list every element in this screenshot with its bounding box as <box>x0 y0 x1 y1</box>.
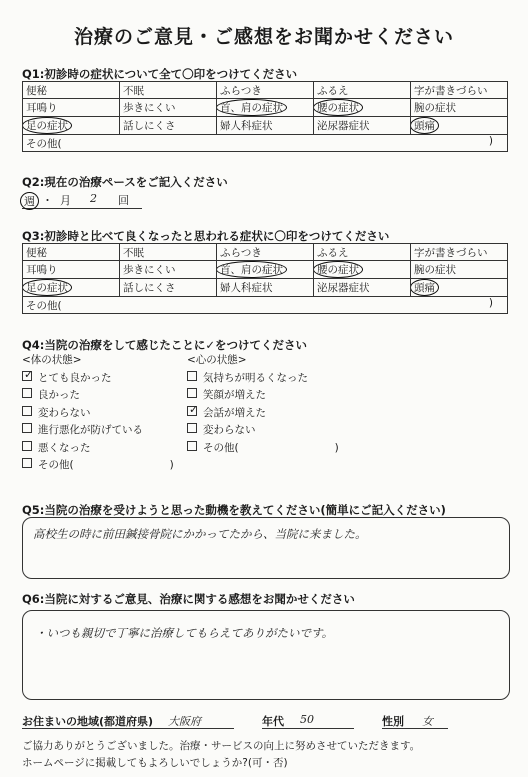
q3-cell[interactable] <box>314 244 411 261</box>
q1-symptom-label: 首、肩の症状 <box>217 99 288 116</box>
age-label: 年代 <box>262 715 284 728</box>
q3-cell[interactable] <box>23 261 120 279</box>
q4-body-checkbox[interactable] <box>22 406 32 416</box>
age-value: 50 <box>300 713 314 726</box>
q1-other-cell[interactable] <box>23 135 508 152</box>
q1-cell[interactable] <box>411 117 508 135</box>
q1-symptom-label: 字が書きづらい <box>414 84 488 97</box>
q1-symptom-label: 腕の症状 <box>414 102 456 114</box>
q3-symptom-label: 腰の症状 <box>314 261 364 278</box>
q1-symptom-label: 頭痛 <box>411 117 440 134</box>
q2-times: 回 <box>118 194 129 207</box>
q1-cell[interactable] <box>23 117 120 135</box>
q4-mind-checkbox[interactable] <box>187 388 197 398</box>
q4-mind-checkbox[interactable] <box>187 406 197 416</box>
age-underline[interactable] <box>262 728 354 729</box>
q4-mind-header: <心の状態> <box>187 354 247 366</box>
q3-cell[interactable] <box>314 279 411 297</box>
q1-cell[interactable] <box>411 82 508 99</box>
q4-mind-checkbox[interactable] <box>187 423 197 433</box>
q2-pace-field[interactable] <box>22 190 142 209</box>
q3-cell[interactable] <box>217 279 314 297</box>
table-row <box>23 261 508 279</box>
q1-cell[interactable] <box>120 99 217 117</box>
q3-cell[interactable] <box>120 244 217 261</box>
q4-body-other-close: ) <box>169 459 174 471</box>
q3-cell[interactable] <box>411 279 508 297</box>
q4-body-option[interactable] <box>22 422 174 440</box>
q4-mind-checkbox[interactable] <box>187 371 197 381</box>
q3-symptom-label: 字が書きづらい <box>414 246 488 259</box>
page-title: 治療のご意見・ご感想をお聞かせください <box>73 26 454 48</box>
q3-symptom-label: 婦人科症状 <box>220 282 273 294</box>
q1-cell[interactable] <box>23 99 120 117</box>
q1-cell[interactable] <box>217 117 314 135</box>
q3-cell[interactable] <box>411 261 508 279</box>
q3-symptom-label: 頭痛 <box>411 279 440 296</box>
table-row <box>23 117 508 135</box>
q4-mind-option-label: その他( <box>203 441 239 454</box>
q2-month: 月 <box>60 194 71 207</box>
q3-cell[interactable] <box>23 279 120 297</box>
sex-underline[interactable] <box>382 728 448 729</box>
q3-other-label: その他( <box>26 299 62 312</box>
q4-mind-option[interactable] <box>187 405 339 423</box>
q3-symptom-table <box>22 243 508 314</box>
q3-cell[interactable] <box>120 261 217 279</box>
q4-body-option[interactable] <box>22 457 174 475</box>
thanks-text: ご協力ありがとうございました。治療・サービスの向上に努めさせていただきます。 <box>22 740 421 752</box>
q4-body-checkbox[interactable] <box>22 441 32 451</box>
q3-cell[interactable] <box>23 244 120 261</box>
q1-cell[interactable] <box>314 117 411 135</box>
q3-cell[interactable] <box>217 244 314 261</box>
q5-answer-box[interactable] <box>22 517 510 579</box>
q3-symptom-label: 便秘 <box>26 246 47 259</box>
q1-cell[interactable] <box>314 82 411 99</box>
q4-body-option[interactable] <box>22 370 174 388</box>
q3-other-cell[interactable] <box>23 297 508 314</box>
q4-body-option[interactable] <box>22 440 174 458</box>
q4-body-option-label: 変わらない <box>38 406 91 419</box>
sex-value: 女 <box>422 715 433 728</box>
q6-answer-text: ・いつも親切で丁寧に治療してもらえてありがたいです。 <box>35 626 334 640</box>
q1-cell[interactable] <box>217 99 314 117</box>
q4-body-option-label: 進行悪化が防げている <box>38 424 143 436</box>
q1-symptom-table <box>22 81 508 152</box>
q1-symptom-label: 話しにくさ <box>123 120 176 132</box>
address-underline[interactable] <box>22 728 234 729</box>
q1-other-close: ) <box>488 135 493 147</box>
q3-cell[interactable] <box>411 244 508 261</box>
q4-body-option[interactable] <box>22 387 174 405</box>
q2-week-circled: 週 <box>20 192 39 210</box>
q1-label: Q1:初診時の症状について全て〇印をつけてください <box>22 67 298 81</box>
table-row <box>23 99 508 117</box>
q1-cell[interactable] <box>217 82 314 99</box>
q1-cell[interactable] <box>120 82 217 99</box>
q4-body-option-label: とても良かった <box>38 371 112 384</box>
q4-body-checkbox[interactable] <box>22 458 32 468</box>
q3-label: Q3:初診時と比べて良くなったと思われる症状に〇印をつけてください <box>22 229 390 243</box>
q4-mind-column <box>187 352 339 457</box>
q3-symptom-label: 首、肩の症状 <box>217 261 288 278</box>
q5-label: Q5:当院の治療を受けようと思った動機を教えてください(簡単にご記入ください) <box>22 503 446 517</box>
table-row <box>23 135 508 152</box>
q4-mind-option-label: 気持ちが明るくなった <box>203 371 308 384</box>
q4-body-option[interactable] <box>22 405 174 423</box>
table-row <box>23 82 508 99</box>
q4-mind-option[interactable] <box>187 370 339 388</box>
q4-mind-option-label: 笑顔が増えた <box>203 389 266 401</box>
q4-mind-option[interactable] <box>187 387 339 405</box>
q4-body-column <box>22 352 174 475</box>
q3-symptom-label: 不眠 <box>123 246 144 259</box>
q2-label: Q2:現在の治療ペースをご記入ください <box>22 175 228 189</box>
q4-body-option-label: 悪くなった <box>38 441 91 454</box>
q3-symptom-label: 足の症状 <box>23 279 73 296</box>
q1-cell[interactable] <box>411 99 508 117</box>
q1-symptom-label: 婦人科症状 <box>220 120 273 132</box>
q3-symptom-label: 話しにくさ <box>123 282 176 294</box>
q1-symptom-label: ふるえ <box>317 84 349 97</box>
q4-body-option-label: 良かった <box>38 389 80 401</box>
q3-other-close: ) <box>488 297 493 309</box>
table-row <box>23 244 508 261</box>
q4-mind-option-label: 会話が増えた <box>203 406 266 419</box>
q3-symptom-label: 腕の症状 <box>414 264 456 276</box>
q4-body-header: <体の状態> <box>22 354 82 366</box>
q3-cell[interactable] <box>217 261 314 279</box>
q6-label: Q6:当院に対するご意見、治療に関する感想をお聞かせください <box>22 592 355 606</box>
q4-body-option-label: その他( <box>38 459 74 471</box>
address-label: お住まいの地域(都道府県) <box>22 715 154 728</box>
q1-cell[interactable] <box>314 99 411 117</box>
q4-body-checkbox[interactable] <box>22 371 32 381</box>
q4-mind-option[interactable] <box>187 440 339 458</box>
q1-symptom-label: 耳鳴り <box>26 102 58 114</box>
q1-symptom-label: 歩きにくい <box>123 102 176 114</box>
address-value: 大阪府 <box>168 715 201 728</box>
q4-mind-other-close: ) <box>334 441 339 454</box>
q3-cell[interactable] <box>314 261 411 279</box>
q1-symptom-label: 便秘 <box>26 84 47 97</box>
q3-symptom-label: 泌尿器症状 <box>317 282 370 294</box>
q1-symptom-label: ふらつき <box>220 84 262 97</box>
q3-symptom-label: 耳鳴り <box>26 264 58 276</box>
q4-mind-checkbox[interactable] <box>187 441 197 451</box>
q3-symptom-label: ふるえ <box>317 246 349 259</box>
sex-label: 性別 <box>382 715 404 728</box>
q4-mind-option[interactable] <box>187 422 339 440</box>
q4-label: Q4:当院の治療をして感じたことに✓をつけてください <box>22 338 308 352</box>
q3-symptom-label: ふらつき <box>220 246 262 259</box>
q1-symptom-label: 足の症状 <box>23 117 73 134</box>
q3-symptom-label: 歩きにくい <box>123 264 176 276</box>
q4-body-checkbox[interactable] <box>22 423 32 433</box>
q2-dot: ・ <box>42 194 53 207</box>
q5-answer-text: 高校生の時に前田鍼接骨院にかかってたから、当院に来ました。 <box>33 527 367 541</box>
publish-consent[interactable]: ホームページに掲載してもよろしいでしょうか?(可・否) <box>22 757 288 769</box>
q4-body-checkbox[interactable] <box>22 388 32 398</box>
q1-cell[interactable] <box>23 82 120 99</box>
q4-mind-option-label: 変わらない <box>203 424 256 436</box>
q6-answer-box[interactable] <box>22 610 510 700</box>
q1-symptom-label: 不眠 <box>123 84 144 97</box>
table-row <box>23 279 508 297</box>
q3-cell[interactable] <box>120 279 217 297</box>
q1-symptom-label: 泌尿器症状 <box>317 120 370 132</box>
table-row <box>23 297 508 314</box>
q2-count: 2 <box>90 192 97 205</box>
q1-symptom-label: 腰の症状 <box>314 99 364 116</box>
q1-cell[interactable] <box>120 117 217 135</box>
q1-other-label: その他( <box>26 137 62 150</box>
